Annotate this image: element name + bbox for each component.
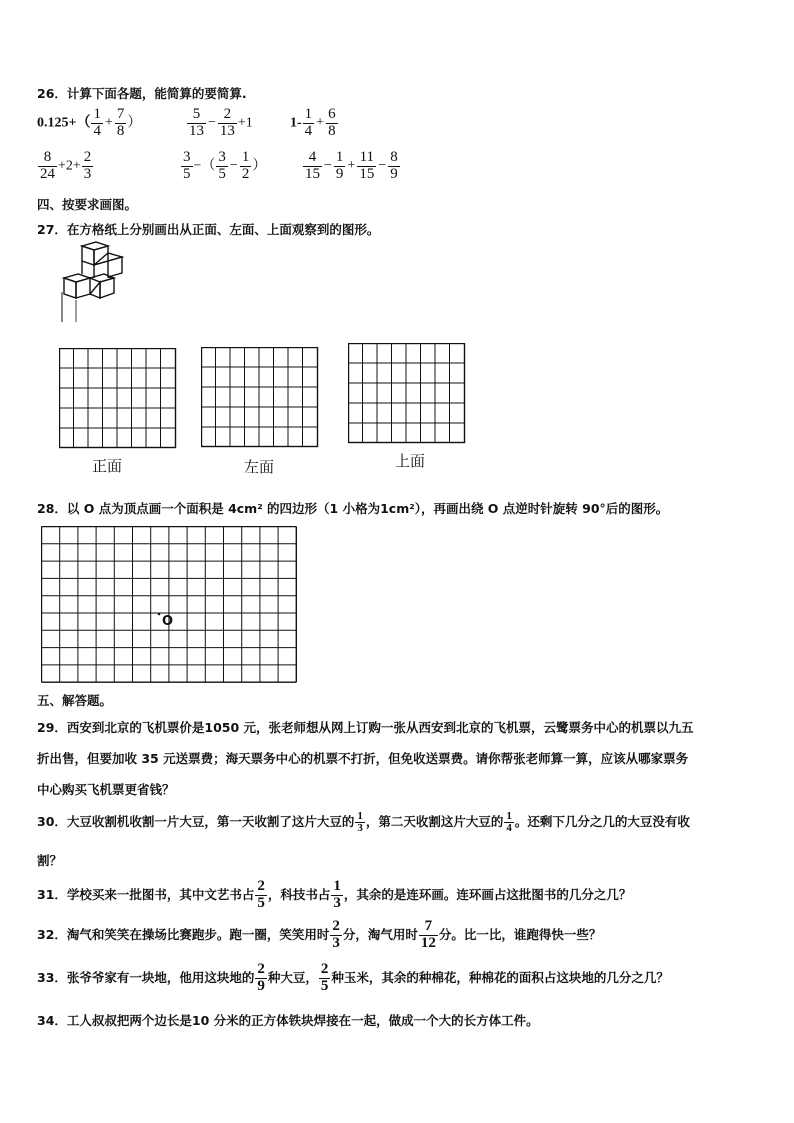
cube-stack-figure xyxy=(56,238,128,324)
section-4-heading: 四、按要求画图。 xyxy=(37,197,138,212)
q28-title: 28．以 O 点为顶点画一个面积是 4cm² 的四边形（1 小格为1cm²），再画出绕 O 点逆时针旋转 90°后的图形。 xyxy=(37,501,669,516)
q26-title: 26．计算下面各题，能简算的要简算. xyxy=(37,86,247,101)
q30-line-1: 30．大豆收割机收割一片大豆，第一天收割了这片大豆的 $\frac{1}{3}$ ，第二天收割这片大豆的 $\frac{1}{4}$ 。还剩下几分之几的大豆没有收 xyxy=(37,810,690,834)
grid-left-view[interactable] xyxy=(201,347,319,448)
q26-expr-6: $\frac{4}{15}$ − $\frac{1}{9}$ + $\frac{11}{15}$ − $\frac{8}{9}$ xyxy=(305,149,398,182)
grid-rotation[interactable] xyxy=(41,526,299,684)
q29-line-1: 29．西安到北京的飞机票价是1050 元，张老师想从网上订购一张从西安到北京的飞机票，云鹭票务中心的机票以九五 xyxy=(37,720,694,735)
q26-expr-2: $\frac{5}{13}$ − $\frac{2}{13}$ +1 xyxy=(189,106,253,139)
q30-line-2: 割？ xyxy=(37,853,63,868)
caption-top: 上面 xyxy=(395,452,426,470)
q29-line-2: 折出售，但要加收 35 元送票费；海天票务中心的机票不打折，但免收送票费。请你帮张老师算一算，应该从哪家票务 xyxy=(37,751,689,766)
q29-line-3: 中心购买飞机票更省钱？ xyxy=(37,782,175,797)
section-5-heading: 五、解答题。 xyxy=(37,693,113,708)
caption-front: 正面 xyxy=(92,457,123,475)
grid-top-view[interactable] xyxy=(348,343,466,444)
caption-left: 左面 xyxy=(244,458,275,476)
q31-line: 31．学校买来一批图书，其中文艺书占 $\frac{2}{5}$ ，科技书占 $\frac{1}{3}$ ，其余的是连环画。连环画占这批图书的几分之几？ xyxy=(37,878,632,911)
q26-expr-3: 1- $\frac{1}{4}$ + $\frac{6}{8}$ xyxy=(290,106,336,139)
q32-line: 32．淘气和笑笑在操场比赛跑步。跑一圈，笑笑用时 $\frac{2}{3}$ 分，淘气用时 $\frac{7}{12}$ 分。比一比，谁跑得快一些？ xyxy=(37,918,602,951)
q34-line: 34．工人叔叔把两个边长是10 分米的正方体铁块焊接在一起，做成一个大的长方体工件。 xyxy=(37,1013,539,1028)
point-o-label: O xyxy=(162,614,174,629)
q26-expr-1: 0.125+（ $\frac{1}{4}$ + $\frac{7}{8}$ ） xyxy=(37,106,142,139)
q26-expr-4: $\frac{8}{24}$ +2+ $\frac{2}{3}$ xyxy=(40,149,92,182)
grid-front-view[interactable] xyxy=(59,348,177,449)
q26-expr-5: $\frac{3}{5}$ −（ $\frac{3}{5}$ − $\frac{1}{2}$ ） xyxy=(183,149,267,182)
point-o-dot xyxy=(158,613,161,616)
q27-title: 27．在方格纸上分别画出从正面、左面、上面观察到的图形。 xyxy=(37,222,380,237)
q33-line: 33．张爷爷家有一块地，他用这块地的 $\frac{2}{9}$ 种大豆， $\frac{2}{5}$ 种玉米，其余的种棉花，种棉花的面积占这块地的几分之几？ xyxy=(37,961,669,994)
